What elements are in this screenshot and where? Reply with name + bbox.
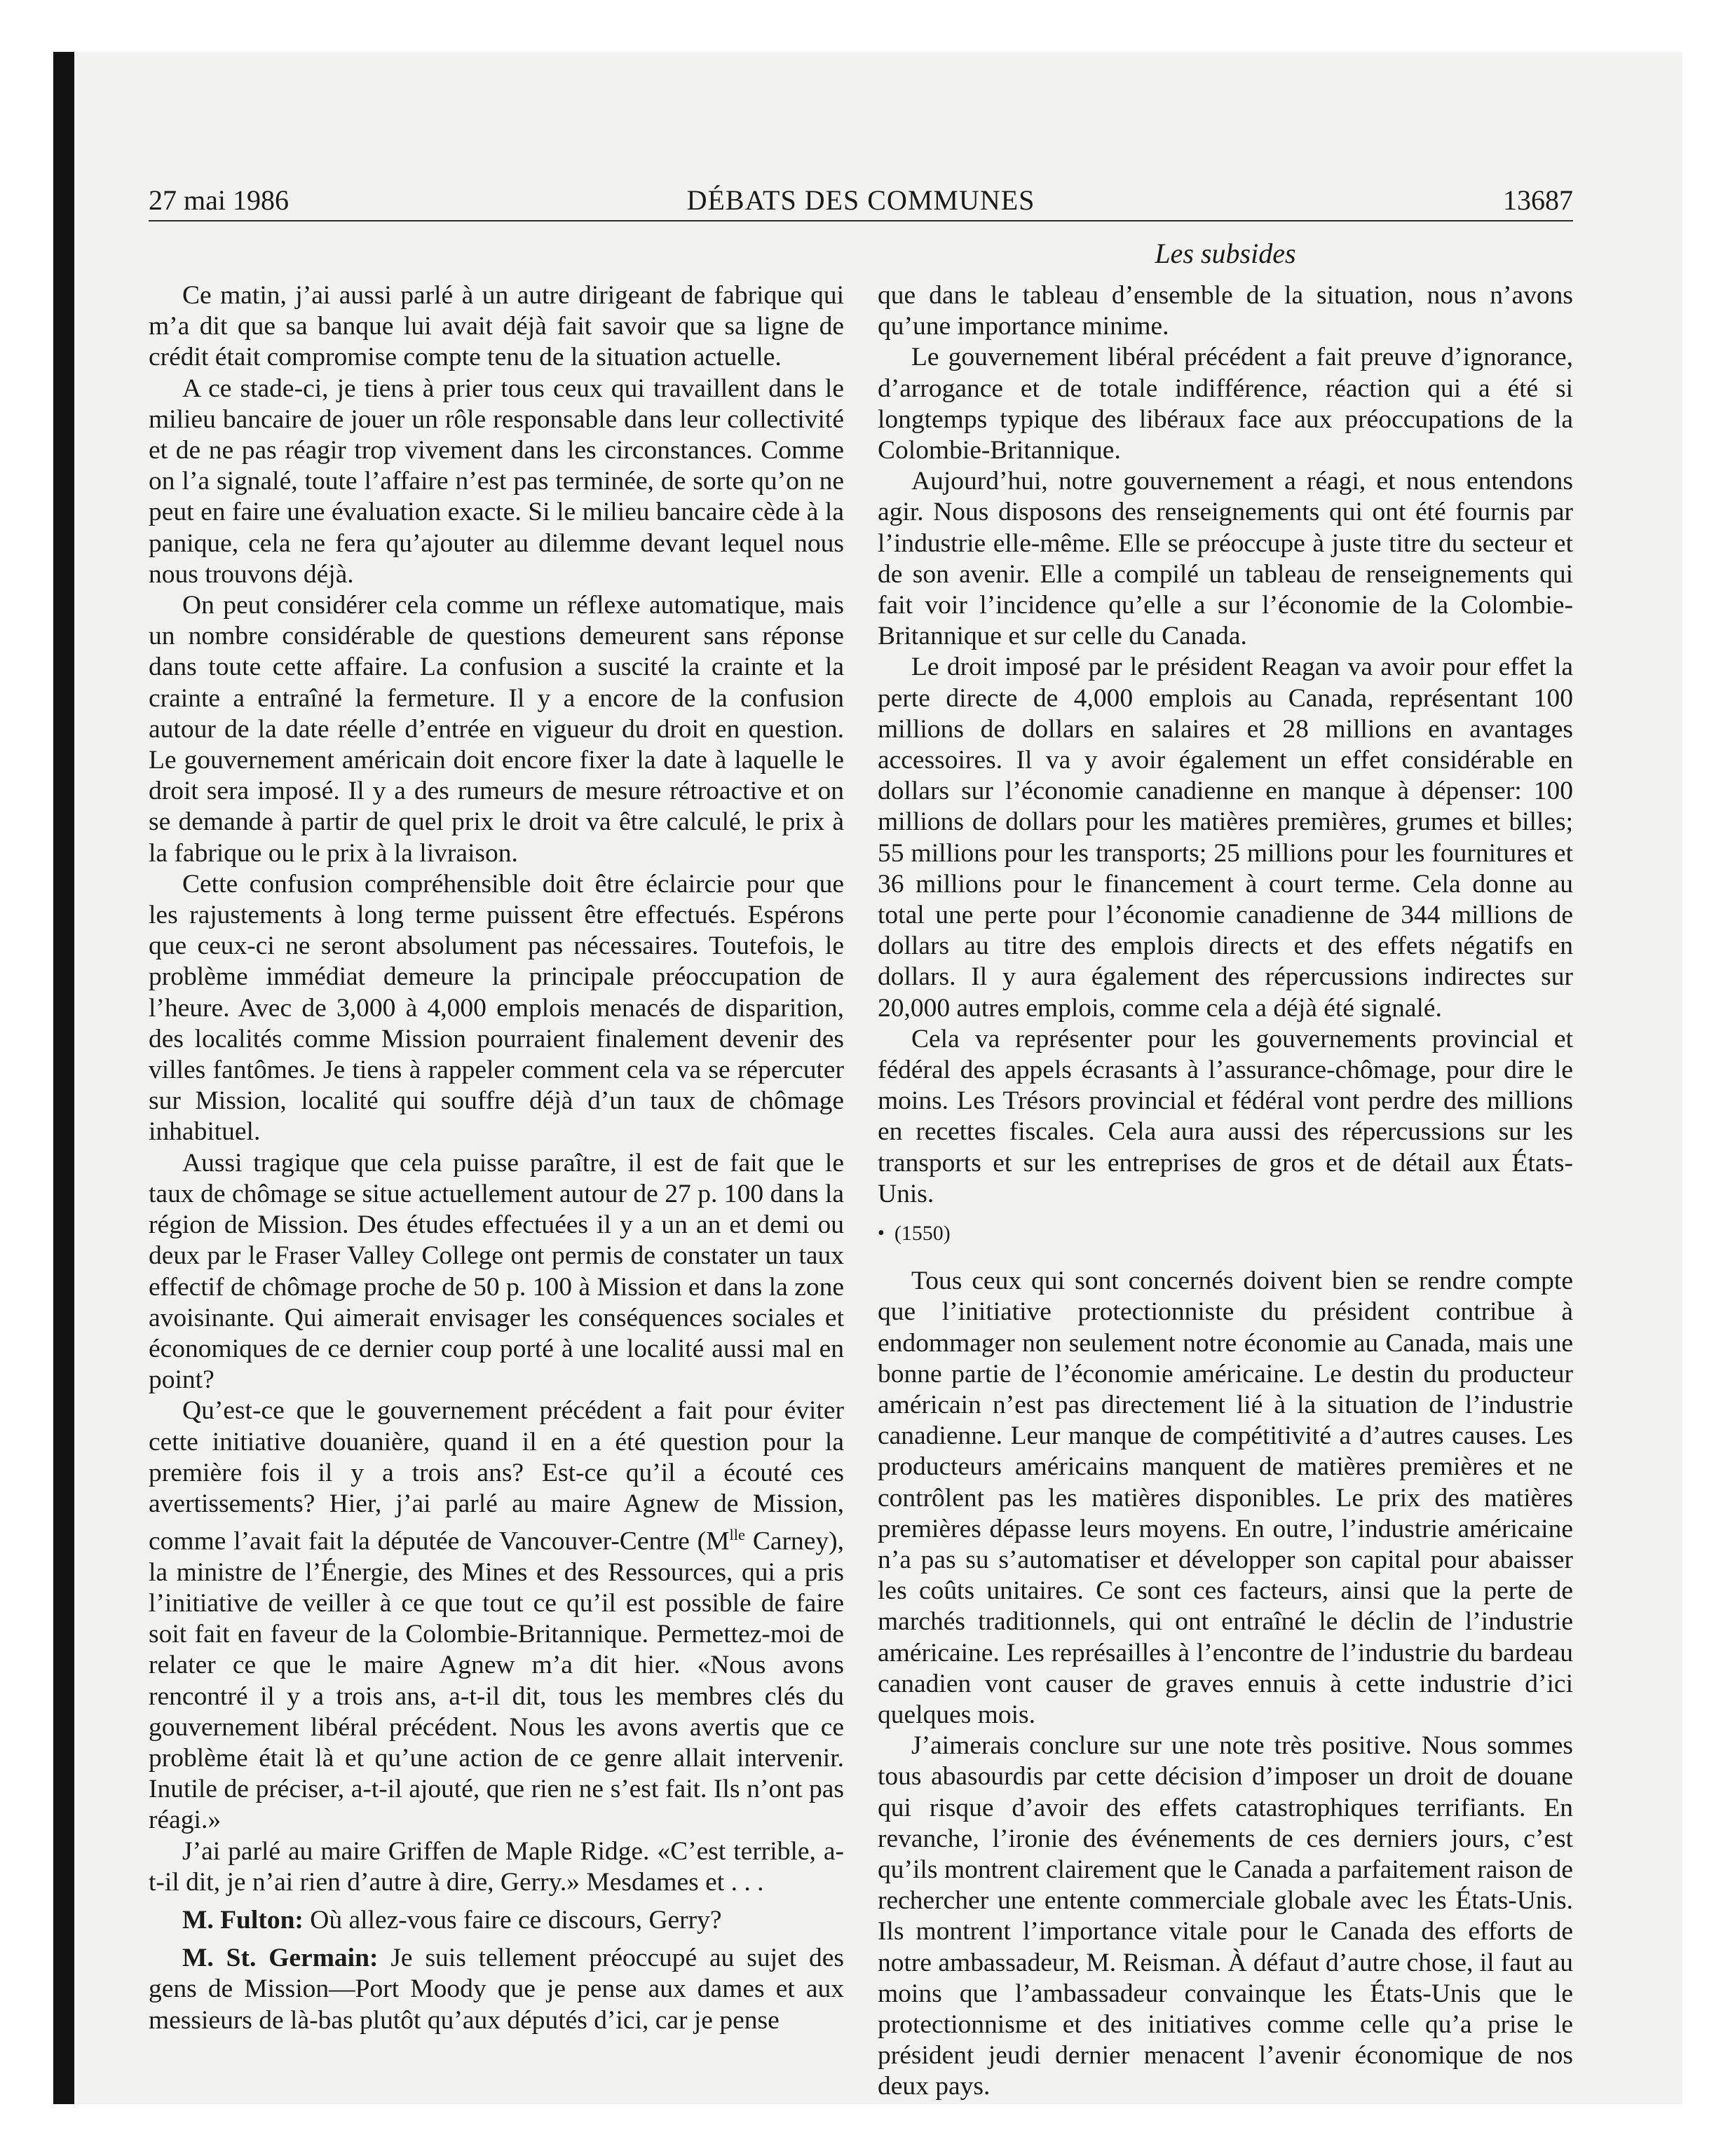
speech-st-germain: [149, 1943, 844, 2036]
right-column: [878, 280, 1573, 2103]
paragraph: On peut considérer cela comme un réflexe automatique, mais un nombre considérable de questions demeurent sans réponse dans toute cette affaire. La confusion a suscité la crainte et la crainte a entraîné la fermeture. Il y a encore de la confusion autour de la date réelle d’entrée en vigueur du droit en question. Le gouvernement américain doit encore fixer la date à laquelle le droit sera imposé. Il y a des rumeurs de mesure rétroactive et on se demande à partir de quel prix le droit va être calculé, le prix à la fabrique ou le prix à la livraison.: [149, 591, 844, 868]
paragraph: Aujourd’hui, notre gouvernement a réagi, et nous entendons agir. Nous disposons des renseignements qui ont été fournis par l’industrie elle-même. Elle se préoccupe à juste titre du secteur et de son avenir. Elle a compilé un tableau de renseignements qui fait voir l’incidence qu’elle a sur l’économie de la Colombie-Britannique et sur celle du Canada.: [878, 467, 1573, 651]
title-abbreviation: lle: [729, 1526, 745, 1544]
paragraph-text: Qu’est-ce que le gouvernement précédent a fait pour éviter cette initiative douanière, quand il en a été question pour la première fois il y a trois ans? Est-ce qu’il a écouté ces avertissements? Hier, j’ai parlé au maire Agnew de Mission, comme l’avait fait la députée de Vancouver-Centre (M: [149, 1396, 844, 1556]
speaker-name: M. Fulton:: [182, 1906, 304, 1935]
paragraph: J’aimerais conclure sur une note très positive. Nous sommes tous abasourdis par cette décision d’imposer un droit de douane qui risque d’avoir des effets catastrophiques terrifiants. En revanche, l’ironie des événements de ces derniers jours, c’est qu’ils montrent clairement que le Canada a parfaitement raison de rechercher une entente commerciale globale avec les États-Unis. Ils montrent l’importance vitale pour le Canada des efforts de notre ambassadeur, M. Reisman. À défaut d’autre chose, il faut au moins que l’ambassadeur convainque les États-Unis que le protectionnisme et des initiatives comme celle qu’a prise le président jeudi dernier menacent l’avenir économique de nos deux pays.: [878, 1731, 1573, 2101]
speaker-name: M. St. Germain:: [182, 1944, 379, 1973]
paragraph: Aussi tragique que cela puisse paraître, il est de fait que le taux de chômage se situe actuellement autour de 27 p. 100 dans la région de Mission. Des études effectuées il y a un an et demi ou deux par le Fraser Valley College ont permis de constater un taux effectif de chômage proche de 50 p. 100 à Mission et dans la zone avoisinante. Qui aimerait envisager les conséquences sociales et économiques de ce dernier coup porté à une localité aussi mal en point?: [149, 1148, 844, 1395]
paragraph: [149, 1396, 844, 1836]
paragraph: Tous ceux qui sont concernés doivent bien se rendre compte que l’initiative protectionniste du président contribue à endommager non seulement notre économie au Canada, mais une bonne partie de l’économie américaine. Le destin du producteur américain n’est pas directement lié à la situation de l’industrie canadienne. Leur manque de compétitivité a d’autres causes. Les producteurs américains manquent de matières premières et ne contrôlent pas les matières disponibles. Le prix des matières premières dépasse leurs moyens. En outre, l’industrie américaine n’a pas su s’automatiser et développer son capital pour abaisser les coûts unitaires. Ce sont ces facteurs, ainsi que la perte de marchés traditionnels, qui ont entraîné le déclin de l’industrie américaine. Les représailles à l’encontre de l’industrie du bardeau canadien vont causer de graves ennuis à cette industrie d’ici quelques mois.: [878, 1267, 1573, 1729]
timestamp-marker: [878, 1220, 1573, 1248]
header-date: 27 mai 1986: [149, 184, 289, 216]
speech-text: Où allez-vous faire ce discours, Gerry?: [303, 1906, 722, 1935]
paragraph: A ce stade-ci, je tiens à prier tous ceux qui travaillent dans le milieu bancaire de jouer un rôle responsable dans leur collectivité et de ne pas réagir trop vivement dans les circonstances. Comme on l’a signalé, toute l’affaire n’est pas terminée, de sorte qu’on ne peut en faire une évaluation exacte. Si le milieu bancaire cède à la panique, cela ne fera qu’ajouter au dilemme devant lequel nous nous trouvons déjà.: [149, 374, 844, 589]
paragraph-text: Carney), la ministre de l’Énergie, des Mines et des Ressources, qui a pris l’initiative de veiller à ce que tout ce qu’il est possible de faire soit fait en faveur de la Colombie-Britannique. Permettez-moi de relater ce que le maire Agnew m’a dit hier. «Nous avons rencontré il y a trois ans, a-t-il dit, tous les membres clés du gouvernement libéral précédent. Nous les avons avertis que ce problème était là et qu’une action de ce genre allait intervenir. Inutile de préciser, a-t-il ajouté, que rien ne s’est fait. Ils n’ont pas réagi.»: [149, 1527, 844, 1835]
scan-binding-edge: [53, 52, 74, 2104]
paragraph: que dans le tableau d’ensemble de la situation, nous n’avons qu’une importance minime.: [878, 281, 1573, 341]
page-header: [149, 181, 1573, 221]
speech-fulton: [149, 1905, 844, 1936]
speech-text: Je suis tellement préoccupé au sujet des gens de Mission—Port Moody que je pense aux dames et aux messieurs de là-bas plutôt qu’aux députés d’ici, car je pense: [149, 1944, 844, 2035]
paragraph: Ce matin, j’ai aussi parlé à un autre dirigeant de fabrique qui m’a dit que sa banque lui avait déjà fait savoir que sa ligne de crédit était compromise compte tenu de la situation actuelle.: [149, 281, 844, 372]
header-title: DÉBATS DES COMMUNES: [686, 184, 1035, 216]
header-page-number: 13687: [1503, 184, 1573, 216]
paragraph: Cela va représenter pour les gouvernements provincial et fédéral des appels écrasants à l’assurance-chômage, pour dire le moins. Les Trésors provincial et fédéral vont perdre des millions en recettes fiscales. Cela aura aussi des répercussions sur les transports et sur les entreprises de gros et de détail aux États-Unis.: [878, 1024, 1573, 1208]
section-title: Les subsides: [1155, 238, 1296, 269]
bullet-icon: •: [878, 1222, 885, 1245]
timestamp-text: (1550): [894, 1222, 951, 1246]
left-column: [149, 280, 844, 2036]
paragraph: Cette confusion compréhensible doit être éclaircie pour que les rajustements à long terme puissent être effectués. Espérons que ceux-ci ne seront absolument pas nécessaires. Toutefois, le problème immédiat demeure la principale préoccupation de l’heure. Avec de 3,000 à 4,000 emplois menacés de disparition, des localités comme Mission pourraient finalement devenir des villes fantômes. Je tiens à rappeler comment cela va se répercuter sur Mission, localité qui souffre déjà d’un taux de chômage inhabituel.: [149, 869, 844, 1147]
paragraph: J’ai parlé au maire Griffen de Maple Ridge. «C’est terrible, a-t-il dit, je n’ai rien d’autre à dire, Gerry.» Mesdames et . . .: [149, 1836, 844, 1897]
paragraph: Le droit imposé par le président Reagan va avoir pour effet la perte directe de 4,000 emplois au Canada, représentant 100 millions de dollars en salaires et 28 millions en avantages accessoires. Il va y avoir également un effet considérable en dollars sur l’économie canadienne en manque à dépenser: 100 millions de dollars pour les matières premières, grumes et billes; 55 millions pour les transports; 25 millions pour les fournitures et 36 millions pour le financement à court terme. Cela donne au total une perte pour l’économie canadienne de 344 millions de dollars au titre des emplois directs et des effets négatifs en dollars. Il y aura également des répercussions indirectes sur 20,000 autres emplois, comme cela a déjà été signalé.: [878, 653, 1573, 1023]
paragraph: Le gouvernement libéral précédent a fait preuve d’ignorance, d’arrogance et de totale indifférence, réaction qui a été si longtemps typique des libéraux face aux préoccupations de la Colombie-Britannique.: [878, 343, 1573, 465]
